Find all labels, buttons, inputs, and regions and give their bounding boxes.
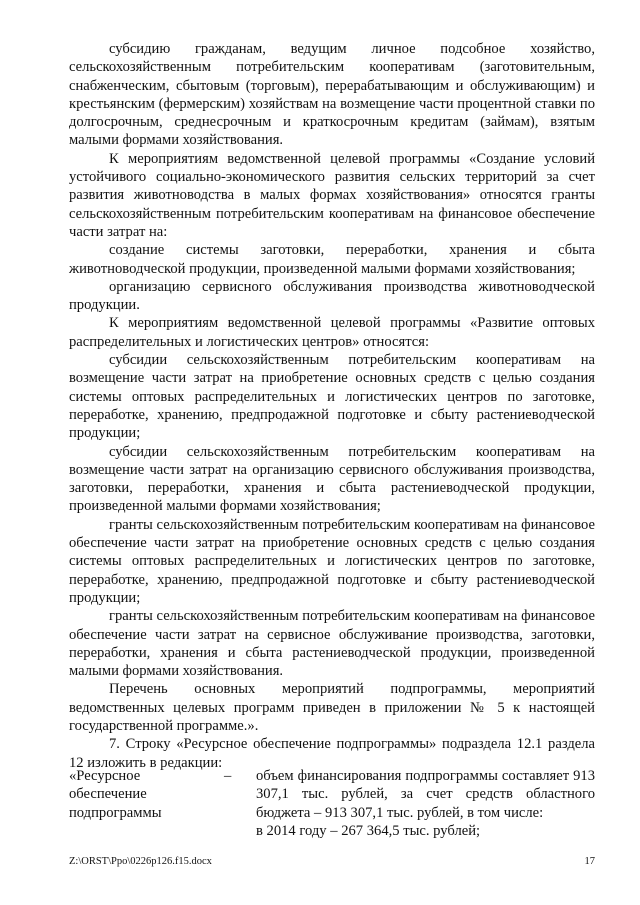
paragraph-5: К мероприятиям ведомственной целевой программы «Развитие оптовых распределительных и логистических центров» относятся: — [69, 315, 595, 350]
resource-row-value — [256, 767, 595, 840]
paragraph-9: гранты сельскохозяйственным потребительским кооперативам на финансовое обеспечение части затрат на сервисное обслуживание производства, заготовки, переработки, хранения и сбыта растениеводческой продукции, произведенной малыми формами хозяйствования. — [69, 608, 595, 680]
resource-value-line-1: объем финансирования подпрограммы составляет 913 307,1 тыс. рублей, за счет средств областного бюджета – 913 307,1 тыс. рублей, в том числе: — [256, 768, 595, 821]
paragraph-7: субсидии сельскохозяйственным потребительским кооперативам на возмещение части затрат на организацию сервисного обслуживания производства, заготовки, переработки, хранения и сбыта растениеводческой продукции, произведенной малыми формами хозяйствования; — [69, 443, 595, 515]
resource-value-line-2: в 2014 году – 267 364,5 тыс. рублей; — [256, 822, 481, 839]
paragraph-2: К мероприятиям ведомственной целевой программы «Создание условий устойчивого социально-экономического развития сельских территорий за счет развития животноводства в малых формах хозяйствования» относятся гранты сельскохозяйственным потребительским кооперативам на финансовое обеспечение части затрат на: — [69, 150, 595, 240]
paragraph-3: создание системы заготовки, переработки, хранения и сбыта животноводческой продукции, произведенной малыми формами хозяйствования; — [69, 242, 595, 277]
file-path: Z:\ORST\Ppo\0226p126.f15.docx — [69, 856, 212, 867]
paragraph-8: гранты сельскохозяйственным потребительским кооперативам на финансовое обеспечение части затрат на приобретение основных средств с целью создания системы оптовых распределительных и логистических центров по заготовке, переработке, хранению, предпродажной подготовке и сбыту растениеводческой продукции; — [69, 516, 595, 606]
document-body — [69, 40, 595, 772]
resource-row-dash: – — [224, 768, 232, 784]
paragraph-6: субсидии сельскохозяйственным потребительским кооперативам на возмещение части затрат на приобретение основных средств с целью создания системы оптовых распределительных и логистических центров по заготовке, переработке, хранению, предпродажной подготовке и сбыту растениеводческой продукции; — [69, 352, 595, 442]
paragraph-11: 7. Строку «Ресурсное обеспечение подпрограммы» подраздела 12.1 раздела 12 изложить в редакции: — [69, 736, 595, 771]
paragraph-4: организацию сервисного обслуживания производства животноводческой продукции. — [69, 278, 595, 314]
paragraph-1: субсидию гражданам, ведущим личное подсобное хозяйство, сельскохозяйственным потребительским кооперативам (заготовительным, снабженческим, сбытовым (торговым), перерабатывающим и обслуживающим) и крестьянским (фермерским) хозяйствам на возмещение части процентной ставки по долгосрочным, среднесрочным и краткосрочным кредитам (займам), взятым малыми формами хозяйствования. — [69, 41, 595, 149]
paragraph-10: Перечень основных мероприятий подпрограммы, мероприятий ведомственных целевых программ приведен в приложении № 5 к настоящей государственной программе.». — [69, 681, 595, 734]
resource-row-label: «Ресурсное обеспечение подпрограммы — [69, 768, 162, 821]
page-number: 17 — [584, 856, 595, 867]
